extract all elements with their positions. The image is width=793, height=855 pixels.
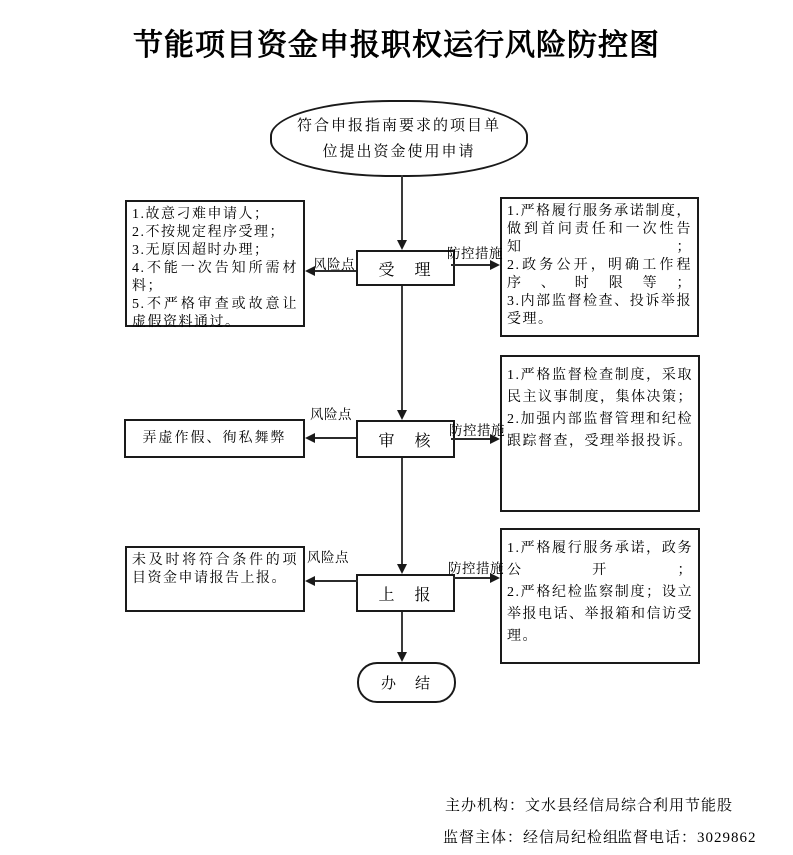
control-measures-label-1: 防控措施 <box>447 246 503 261</box>
start-terminator-text: 符合申报指南要求的项目单位提出资金使用申请 <box>296 117 501 160</box>
control-box-review <box>500 355 700 512</box>
arrowhead-down-2-icon <box>397 410 407 420</box>
risk-point-label-3: 风险点 <box>307 550 349 565</box>
risk-item: 5.不严格审查或故意让虚假资料通过。 <box>132 297 298 330</box>
arrow-risk-review <box>313 437 356 439</box>
arrow-control-accept <box>451 264 492 266</box>
risk-item: 4.不能一次告知所需材料； <box>132 261 298 294</box>
control-box-report <box>500 528 700 664</box>
process-box-report: 上 报 <box>356 574 455 612</box>
end-terminator: 办 结 <box>357 662 456 703</box>
control-item: 1.严格履行服务承诺，政务公开； <box>507 541 693 578</box>
control-item: 2.加强内部监督管理和纪检跟踪督查，受理举报投诉。 <box>507 412 693 449</box>
connector-start-to-accept <box>401 175 403 241</box>
arrowhead-left-2-icon <box>305 433 315 443</box>
risk-point-label-1: 风险点 <box>313 257 355 272</box>
arrow-control-report <box>453 577 492 579</box>
arrowhead-down-1-icon <box>397 240 407 250</box>
process-box-accept: 受 理 <box>356 250 455 286</box>
control-box-accept <box>500 197 699 337</box>
control-item: 2.严格纪检监察制度；设立举报电话、举报箱和信访受理。 <box>507 585 693 644</box>
arrowhead-left-3-icon <box>305 576 315 586</box>
footer-supervisor: 监督主体：经信局纪检组 <box>443 830 620 846</box>
risk-box-accept <box>125 200 305 330</box>
footer-phone: 监督电话：3029862 <box>617 830 757 846</box>
control-measures-label-3: 防控措施 <box>448 561 504 576</box>
risk-box-report <box>125 546 305 612</box>
connector-report-to-end <box>401 611 403 653</box>
page-title: 节能项目资金申报职权运行风险防控图 <box>133 29 660 62</box>
process-box-review: 审 核 <box>356 420 455 458</box>
connector-accept-to-review <box>401 286 403 411</box>
risk-item: 2.不按规定程序受理； <box>132 225 285 240</box>
control-item: 2.政务公开，明确工作程序、时限等； <box>507 258 692 291</box>
risk-item: 未及时将符合条件的项目资金申请报告上报。 <box>132 553 298 586</box>
risk-point-label-2: 风险点 <box>310 407 352 422</box>
control-measures-label-2: 防控措施 <box>449 423 505 438</box>
connector-review-to-report <box>401 456 403 565</box>
start-terminator <box>270 100 528 177</box>
arrowhead-down-4-icon <box>397 652 407 662</box>
control-item: 1.严格监督检查制度，采取民主议事制度，集体决策； <box>507 368 693 405</box>
footer-organizer: 主办机构：文水县经信局综合利用节能股 <box>445 798 734 814</box>
risk-item: 1.故意刁难申请人； <box>132 207 270 222</box>
risk-item: 3.无原因超时办理； <box>132 243 270 258</box>
arrow-risk-report <box>313 580 358 582</box>
control-item: 3.内部监督检查、投诉举报受理。 <box>507 294 692 327</box>
arrowhead-down-3-icon <box>397 564 407 574</box>
risk-box-review <box>124 419 305 458</box>
risk-item: 弄虚作假、徇私舞弊 <box>142 430 287 446</box>
control-item: 1.严格履行服务承诺制度，做到首问责任和一次性告知； <box>507 204 692 255</box>
